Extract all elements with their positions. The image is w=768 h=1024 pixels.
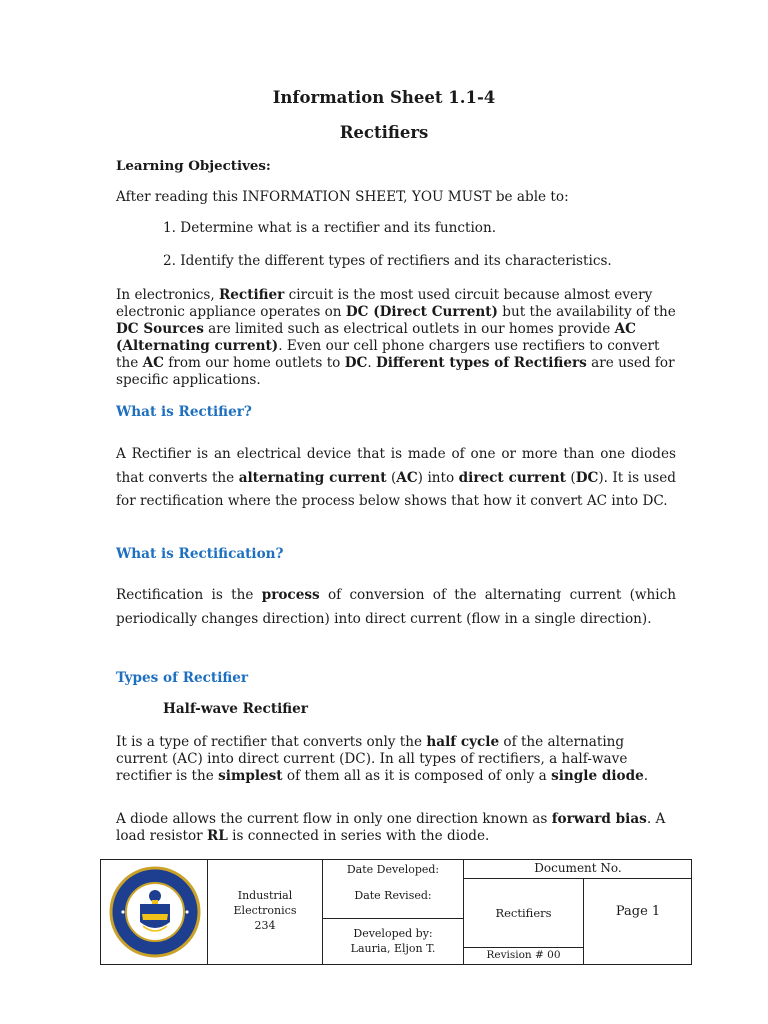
half-wave-paragraph: It is a type of rectifier that converts only the half cycle of the alternating current (AC) into direct current (DC). In all types of rectifiers, a half-wave rectifier is the simplest of them all as it is composed of only a single diode. [116,734,649,784]
document-topic: Rectifiers [495,906,552,920]
document-footer-table [100,859,692,965]
document-no-label: Document No. [534,861,622,875]
date-revised-label: Date Revised: [354,889,432,902]
objective-item-2: 2. Identify the different types of rectifiers and its characteristics. [163,253,612,269]
course-name: Industrial Electronics 234 [233,889,297,932]
objectives-label: Learning Objectives: [116,158,271,174]
institution-seal-logo [109,864,201,960]
intro-paragraph: In electronics, Rectifier circuit is the most used circuit because almost every electronic appliance operates on DC (Direct Current) but the availability of the DC Sources are limited such as electrical outlets in our homes provide AC (Alternating current). Even our cell phone chargers use rectifiers to convert the AC from our home outlets to DC. Different types of Rectifiers are used for specific applications. [116,287,676,388]
rectification-definition: Rectification is the process of conversion of the alternating current (which periodically changes direction) into direct current (flow in a single direction). [116,587,676,627]
sheet-title: Information Sheet 1.1-4 [272,88,496,107]
heading-what-is-rectifier: What is Rectifier? [116,404,252,420]
heading-what-is-rectification: What is Rectification? [116,546,284,562]
subheading-half-wave: Half-wave Rectifier [163,701,308,717]
heading-types-of-rectifier: Types of Rectifier [116,670,249,686]
date-developed-label: Date Developed: [346,863,440,876]
page-number: Page 1 [615,904,661,919]
rectifier-definition: A Rectifier is an electrical device that is made of one or more than one diodes that converts the alternating current (AC) into direct current (DC). It is used for rectification where the process below shows that how it convert AC into DC. [116,446,677,510]
objectives-intro: After reading this INFORMATION SHEET, YOU MUST be able to: [116,189,569,205]
diode-paragraph: A diode allows the current flow in only one direction known as forward bias. A load resistor RL is connected in series with the diode. [116,811,666,844]
developed-by: Developed by: Lauria, Eljon T. [350,927,436,955]
objective-item-1: 1. Determine what is a rectifier and its function. [163,220,497,236]
subject-title: Rectifiers [339,123,429,142]
revision-number: Revision # 00 [486,949,561,961]
